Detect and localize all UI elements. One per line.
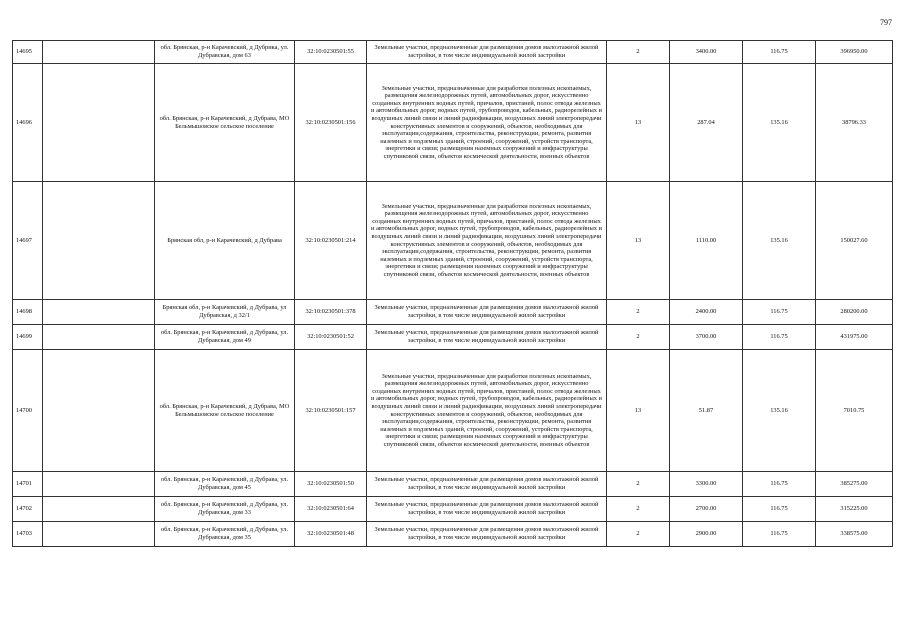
- cadastral-value-cell: 338575.00: [816, 522, 893, 547]
- address-cell: обл. Брянская, р-н Карачевский, д Дубрава, ул. Дубравская, дом 33: [155, 497, 295, 522]
- cadastral-number-cell: 32:10:0230501:52: [295, 325, 367, 350]
- land-use-cell: Земельные участки, предназначенные для размещения домов малоэтажной жилой застройки, в том числе индивидуальной жилой застройки: [367, 497, 607, 522]
- category-cell: 2: [607, 325, 670, 350]
- blank-cell: [43, 325, 155, 350]
- area-cell: 2900.00: [670, 522, 743, 547]
- row-number: 14700: [13, 350, 43, 472]
- cadastral-value-cell: 150027.60: [816, 182, 893, 300]
- cadastral-value-cell: 431975.00: [816, 325, 893, 350]
- row-number: 14703: [13, 522, 43, 547]
- category-cell: 2: [607, 41, 670, 64]
- address-cell: обл. Брянская, р-н Карачевский, д Дубрава, ул. Дубравская, дом 35: [155, 522, 295, 547]
- table-row: [13, 325, 893, 350]
- address-cell: обл. Брянская, р-н Карачевский, д Дубрава, ул. Дубравская, дом 45: [155, 472, 295, 497]
- rate-cell: 135.16: [743, 350, 816, 472]
- cadastral-value-cell: 396950.00: [816, 41, 893, 64]
- blank-cell: [43, 472, 155, 497]
- cadastral-value-cell: 38796.33: [816, 64, 893, 182]
- address-cell: Брянская обл, р-н Карачевский, д Дубрава: [155, 182, 295, 300]
- address-cell: обл. Брянская, р-н Карачевский, д Дубрава, МО Бельмышовское сельское поселение: [155, 350, 295, 472]
- table-row: [13, 182, 893, 300]
- land-use-cell: Земельные участки, предназначенные для разработки полезных ископаемых, размещения железнодорожных путей, автомобильных дорог, искусственно созданных внутренних водных путей, причалов, пристаней, полос отвода железных и автомобильных дорог, водных путей, трубопроводов, кабельных, радиорелейных и воздушных линий связи и линий радиофикации, воздушных линий электропередачи конструктивных элементов и сооружений, объектов, необходимых для эксплуатации,содержания, строительства, реконструкции, ремонта, развития наземных и подземных зданий, строений, сооружений, устройств транспорта, энергетики и связи; размещения наземных сооружений и инфраструктуры спутниковой связи, объектов космической деятельности, военных объектов: [367, 350, 607, 472]
- table-row: [13, 497, 893, 522]
- cadastral-number-cell: 32:10:0230501:55: [295, 41, 367, 64]
- blank-cell: [43, 41, 155, 64]
- category-cell: 13: [607, 350, 670, 472]
- cadastral-number-cell: 32:10:0230501:156: [295, 64, 367, 182]
- row-number: 14699: [13, 325, 43, 350]
- address-cell: Брянская обл, р-н Карачевский, д Дубрава, ул Дубравская, д 32/1: [155, 300, 295, 325]
- cadastral-number-cell: 32:10:0230501:50: [295, 472, 367, 497]
- rate-cell: 116.75: [743, 472, 816, 497]
- cadastral-value-cell: 7010.75: [816, 350, 893, 472]
- area-cell: 2400.00: [670, 300, 743, 325]
- address-cell: обл. Брянская, р-н Карачевский, д Дубрава, ул. Дубравская, дом 49: [155, 325, 295, 350]
- land-use-cell: Земельные участки, предназначенные для разработки полезных ископаемых, размещения железнодорожных путей, автомобильных дорог, искусственно созданных внутренних водных путей, причалов, пристаней, полос отвода железных и автомобильных дорог, водных путей, трубопроводов, кабельных, радиорелейных и воздушных линий связи и линий радиофикации, воздушных линий электропередачи конструктивных элементов и сооружений, объектов, необходимых для эксплуатации,содержания, строительства, реконструкции, ремонта, развития наземных и подземных зданий, строений, сооружений, устройств транспорта, энергетики и связи; размещения наземных сооружений и инфраструктуры спутниковой связи, объектов космической деятельности, военных объектов: [367, 64, 607, 182]
- area-cell: 287.04: [670, 64, 743, 182]
- area-cell: 3300.00: [670, 472, 743, 497]
- cadastral-value-cell: 385275.00: [816, 472, 893, 497]
- blank-cell: [43, 522, 155, 547]
- category-cell: 13: [607, 182, 670, 300]
- cadastral-number-cell: 32:10:0230501:214: [295, 182, 367, 300]
- blank-cell: [43, 497, 155, 522]
- category-cell: 2: [607, 522, 670, 547]
- address-cell: обл. Брянская, р-н Карачевский, д Дубрава, МО Бельмышовское сельское поселение: [155, 64, 295, 182]
- land-use-cell: Земельные участки, предназначенные для размещения домов малоэтажной жилой застройки, в том числе индивидуальной жилой застройки: [367, 325, 607, 350]
- area-cell: 2700.00: [670, 497, 743, 522]
- rate-cell: 116.75: [743, 497, 816, 522]
- rate-cell: 116.75: [743, 325, 816, 350]
- table-row: [13, 64, 893, 182]
- blank-cell: [43, 350, 155, 472]
- table-body: [13, 41, 893, 547]
- cadastral-number-cell: 32:10:0230501:64: [295, 497, 367, 522]
- category-cell: 2: [607, 300, 670, 325]
- blank-cell: [43, 300, 155, 325]
- page-number: 797: [880, 18, 892, 27]
- land-use-cell: Земельные участки, предназначенные для размещения домов малоэтажной жилой застройки, в том числе индивидуальной жилой застройки: [367, 41, 607, 64]
- table-row: [13, 41, 893, 64]
- row-number: 14698: [13, 300, 43, 325]
- row-number: 14695: [13, 41, 43, 64]
- land-use-cell: Земельные участки, предназначенные для размещения домов малоэтажной жилой застройки, в том числе индивидуальной жилой застройки: [367, 300, 607, 325]
- row-number: 14697: [13, 182, 43, 300]
- land-use-cell: Земельные участки, предназначенные для размещения домов малоэтажной жилой застройки, в том числе индивидуальной жилой застройки: [367, 522, 607, 547]
- table-row: [13, 522, 893, 547]
- address-cell: обл. Брянская, р-н Карачевский, д Дубрика, ул. Дубравская, дом 63: [155, 41, 295, 64]
- cadastral-number-cell: 32:10:0230501:48: [295, 522, 367, 547]
- cadastral-value-cell: 280200.00: [816, 300, 893, 325]
- table-row: [13, 350, 893, 472]
- land-registry-table: [12, 40, 893, 547]
- category-cell: 13: [607, 64, 670, 182]
- cadastral-value-cell: 315225.00: [816, 497, 893, 522]
- rate-cell: 135.16: [743, 182, 816, 300]
- area-cell: 1110.00: [670, 182, 743, 300]
- area-cell: 3700.00: [670, 325, 743, 350]
- table-row: [13, 300, 893, 325]
- row-number: 14696: [13, 64, 43, 182]
- cadastral-number-cell: 32:10:0230501:378: [295, 300, 367, 325]
- category-cell: 2: [607, 497, 670, 522]
- land-use-cell: Земельные участки, предназначенные для разработки полезных ископаемых, размещения железнодорожных путей, автомобильных дорог, искусственно созданных внутренних водных путей, причалов, пристаней, полос отвода железных и автомобильных дорог, водных путей, трубопроводов, кабельных, радиорелейных и воздушных линий связи и линий радиофикации, воздушных линий электропередачи конструктивных элементов и сооружений, объектов, необходимых для эксплуатации,содержания, строительства, реконструкции, ремонта, развития наземных и подземных зданий, строений, сооружений, устройств транспорта, энергетики и связи; размещения наземных сооружений и инфраструктуры спутниковой связи, объектов космической деятельности, военных объектов: [367, 182, 607, 300]
- rate-cell: 116.75: [743, 522, 816, 547]
- area-cell: 51.87: [670, 350, 743, 472]
- area-cell: 3400.00: [670, 41, 743, 64]
- cadastral-number-cell: 32:10:0230501:157: [295, 350, 367, 472]
- blank-cell: [43, 64, 155, 182]
- row-number: 14702: [13, 497, 43, 522]
- blank-cell: [43, 182, 155, 300]
- rate-cell: 116.75: [743, 300, 816, 325]
- rate-cell: 135.16: [743, 64, 816, 182]
- table-row: [13, 472, 893, 497]
- land-use-cell: Земельные участки, предназначенные для размещения домов малоэтажной жилой застройки, в том числе индивидуальной жилой застройки: [367, 472, 607, 497]
- row-number: 14701: [13, 472, 43, 497]
- rate-cell: 116.75: [743, 41, 816, 64]
- category-cell: 2: [607, 472, 670, 497]
